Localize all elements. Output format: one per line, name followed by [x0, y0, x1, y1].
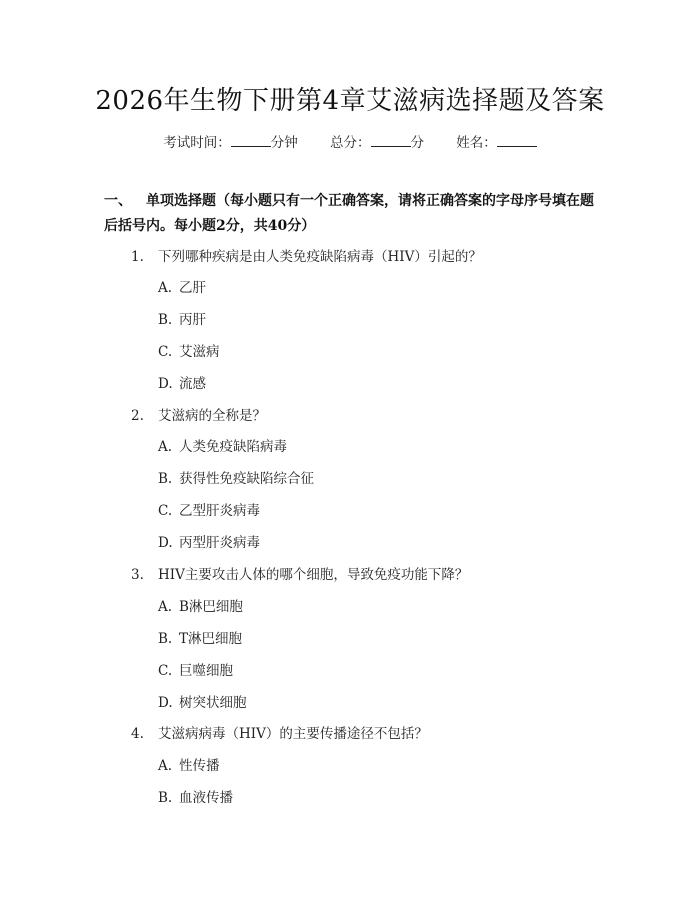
- option-text: T淋巴细胞: [179, 631, 243, 647]
- option-letter: D.: [158, 376, 173, 392]
- question-3-option-c: [158, 659, 233, 679]
- option-text: 艾滋病: [179, 344, 220, 360]
- question-3: [131, 563, 468, 583]
- option-letter: A.: [158, 599, 173, 615]
- question-1: [131, 245, 482, 265]
- page-title: 2026年生物下册第4章艾滋病选择题及答案: [95, 86, 605, 116]
- total-score-field: [330, 135, 424, 151]
- exam-meta: [0, 131, 700, 151]
- option-letter: C.: [158, 344, 173, 360]
- question-1-option-a: [158, 276, 206, 296]
- question-1-option-d: [158, 372, 206, 392]
- option-text: 丙肝: [179, 312, 206, 328]
- option-letter: A.: [158, 280, 173, 296]
- option-letter: D.: [158, 695, 173, 711]
- question-1-option-b: [158, 308, 206, 328]
- question-1-option-c: [158, 340, 220, 360]
- score-blank: [371, 134, 411, 147]
- section-number: 一、: [104, 193, 132, 209]
- question-3-option-d: [158, 691, 247, 711]
- option-letter: B.: [158, 471, 173, 487]
- option-letter: C.: [158, 663, 173, 679]
- score-unit: 分: [410, 135, 424, 151]
- option-text: 巨噬细胞: [179, 663, 233, 679]
- option-text: 乙型肝炎病毒: [179, 503, 260, 519]
- option-text: 血液传播: [179, 790, 233, 806]
- option-text: 丙型肝炎病毒: [179, 535, 260, 551]
- question-number: 4.: [131, 726, 144, 742]
- question-number: 2.: [131, 408, 144, 424]
- name-label: 姓名：: [456, 135, 497, 151]
- option-text: 乙肝: [179, 280, 206, 296]
- time-label: 考试时间：: [163, 135, 231, 151]
- question-number: 3.: [131, 567, 144, 583]
- option-text: 人类免疫缺陷病毒: [179, 439, 287, 455]
- question-text: 艾滋病病毒（HIV）的主要传播途径不包括？: [158, 726, 428, 742]
- section-instructions: 单项选择题（每小题只有一个正确答案，请将正确答案的字母序号填在题后括号内。每小题2分，共40分）: [104, 193, 594, 234]
- option-text: B淋巴细胞: [179, 599, 243, 615]
- question-3-option-a: [158, 595, 243, 615]
- question-2-option-a: [158, 435, 287, 455]
- option-text: 性传播: [179, 758, 220, 774]
- option-letter: A.: [158, 439, 173, 455]
- score-label: 总分：: [330, 135, 371, 151]
- question-text: 艾滋病的全称是？: [158, 408, 266, 424]
- time-unit: 分钟: [270, 135, 298, 151]
- option-letter: B.: [158, 312, 173, 328]
- section-heading: [104, 189, 604, 239]
- option-text: 获得性免疫缺陷综合征: [179, 471, 314, 487]
- option-letter: C.: [158, 503, 173, 519]
- exam-time-field: [163, 135, 298, 151]
- option-text: 流感: [179, 376, 206, 392]
- question-2: [131, 404, 266, 424]
- student-name-field: [456, 135, 537, 151]
- question-2-option-d: [158, 531, 260, 551]
- name-blank: [497, 134, 537, 147]
- question-number: 1.: [131, 249, 144, 265]
- option-letter: B.: [158, 790, 173, 806]
- option-letter: B.: [158, 631, 173, 647]
- option-letter: D.: [158, 535, 173, 551]
- question-2-option-b: [158, 467, 314, 487]
- question-text: HIV主要攻击人体的哪个细胞，导致免疫功能下降？: [158, 567, 469, 583]
- time-blank: [231, 134, 271, 147]
- question-2-option-c: [158, 499, 260, 519]
- option-letter: A.: [158, 758, 173, 774]
- option-text: 树突状细胞: [179, 695, 247, 711]
- question-4-option-b: [158, 786, 233, 806]
- question-4-option-a: [158, 754, 220, 774]
- question-text: 下列哪种疾病是由人类免疫缺陷病毒（HIV）引起的？: [158, 249, 482, 265]
- question-3-option-b: [158, 627, 242, 647]
- question-4: [131, 722, 428, 742]
